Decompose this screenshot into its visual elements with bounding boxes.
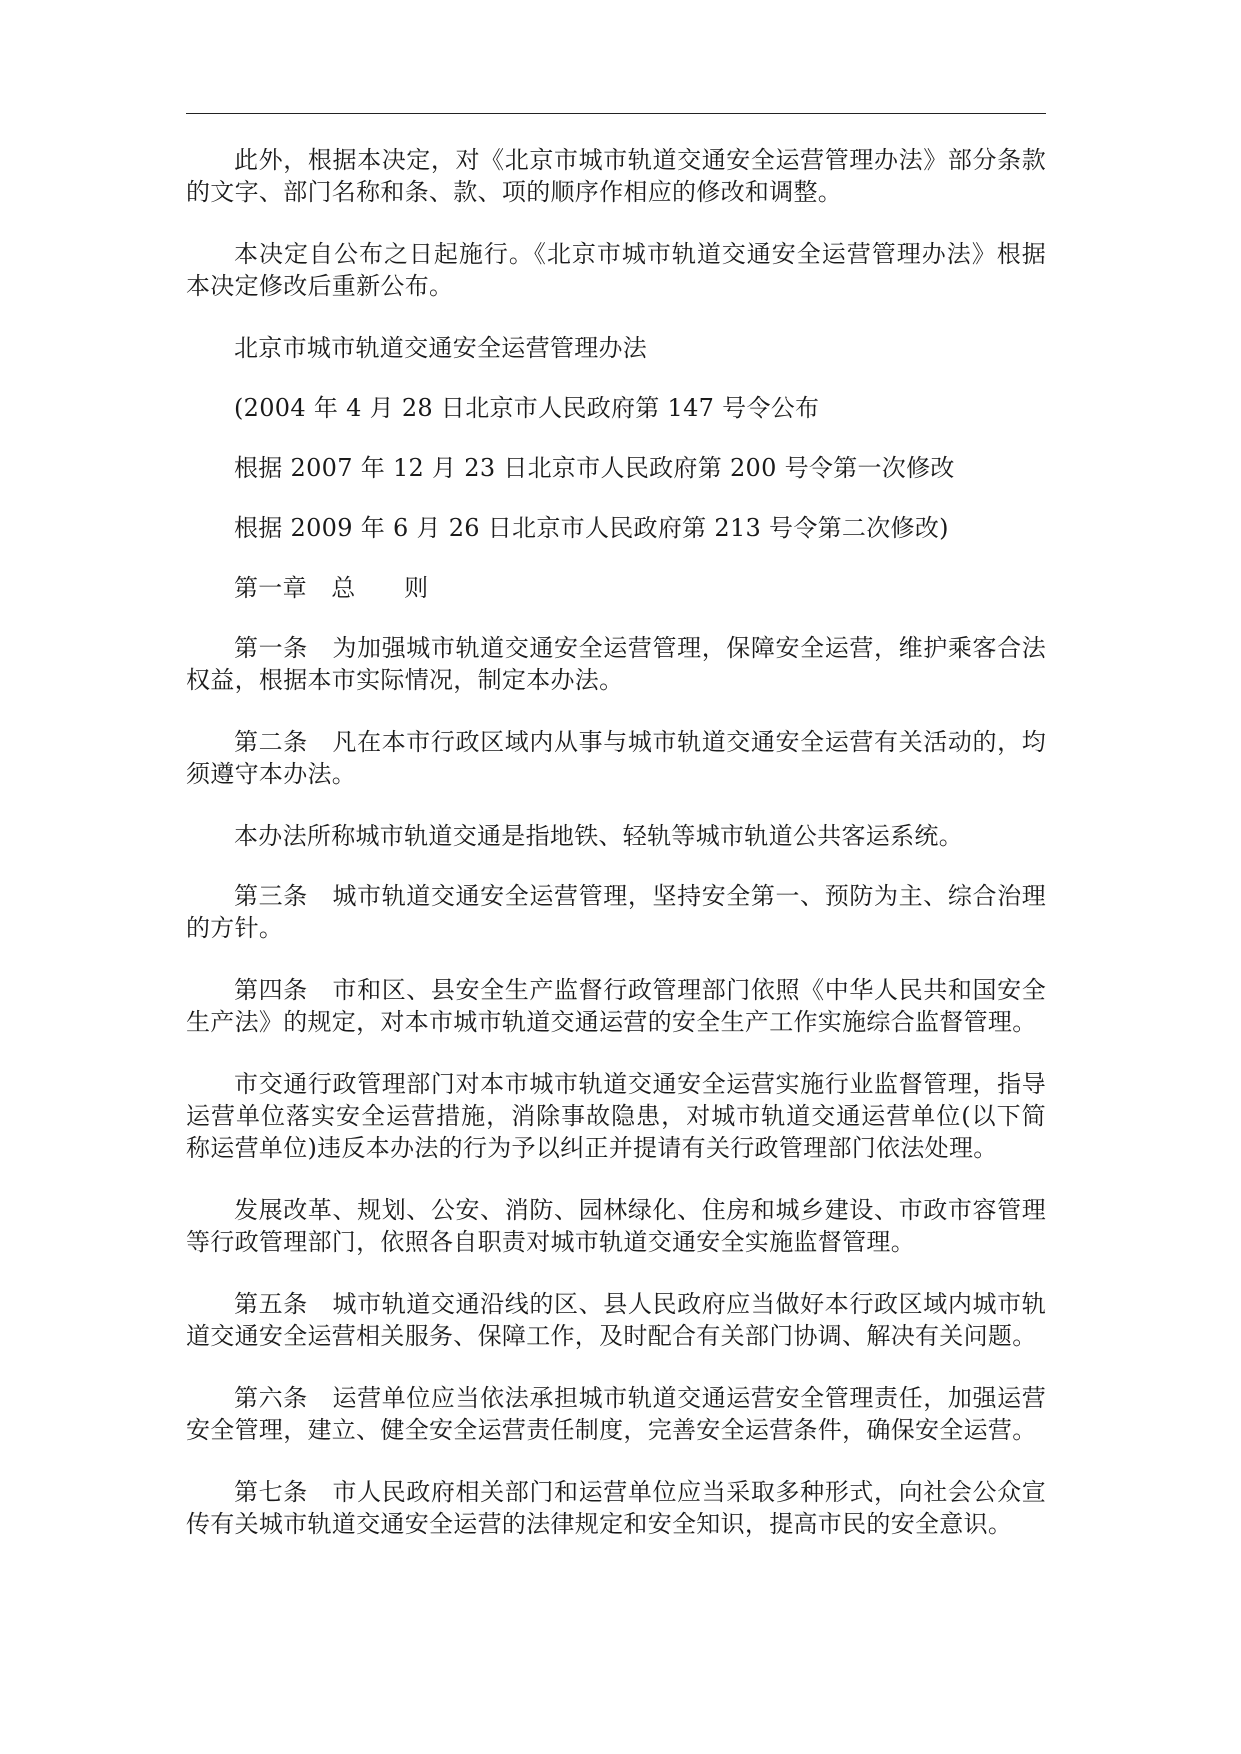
article-7: 第七条 市人民政府相关部门和运营单位应当采取多种形式，向社会公众宣传有关城市轨道交通安全运营的法律规定和安全知识，提高市民的安全意识。 — [186, 1478, 1046, 1538]
paragraph-effective-date: 本决定自公布之日起施行。《北京市城市轨道交通安全运营管理办法》根据本决定修改后重新公布。 — [186, 240, 1046, 300]
second-amendment-note: 根据 2009 年 6 月 26 日北京市人民政府第 213 号令第二次修改) — [234, 514, 949, 542]
chapter-heading: 第一章 总 则 — [234, 574, 429, 602]
article-2-definition: 本办法所称城市轨道交通是指地铁、轻轨等城市轨道公共客运系统。 — [234, 822, 963, 850]
paragraph-supplement: 此外，根据本决定，对《北京市城市轨道交通安全运营管理办法》部分条款的文字、部门名称和条、款、项的顺序作相应的修改和调整。 — [186, 146, 1046, 206]
article-4: 第四条 市和区、县安全生产监督行政管理部门依照《中华人民共和国安全生产法》的规定，对本市城市轨道交通运营的安全生产工作实施综合监督管理。 — [186, 976, 1046, 1036]
article-6: 第六条 运营单位应当依法承担城市轨道交通运营安全管理责任，加强运营安全管理，建立、健全安全运营责任制度，完善安全运营条件，确保安全运营。 — [186, 1384, 1046, 1444]
article-2: 第二条 凡在本市行政区域内从事与城市轨道交通安全运营有关活动的，均须遵守本办法。 — [186, 728, 1046, 788]
article-5: 第五条 城市轨道交通沿线的区、县人民政府应当做好本行政区域内城市轨道交通安全运营相关服务、保障工作，及时配合有关部门协调、解决有关问题。 — [186, 1290, 1046, 1350]
first-amendment-note: 根据 2007 年 12 月 23 日北京市人民政府第 200 号令第一次修改 — [234, 454, 955, 482]
document-title: 北京市城市轨道交通安全运营管理办法 — [234, 334, 648, 362]
promulgation-note: (2004 年 4 月 28 日北京市人民政府第 147 号令公布 — [234, 394, 820, 422]
header-rule — [186, 113, 1046, 114]
article-4-transport-dept: 市交通行政管理部门对本市城市轨道交通安全运营实施行业监督管理，指导运营单位落实安全运营措施，消除事故隐患，对城市轨道交通运营单位(以下简称运营单位)违反本办法的行为予以纠正并提请有关行政管理部门依法处理。 — [186, 1070, 1046, 1162]
document-body — [186, 144, 1046, 1570]
article-1: 第一条 为加强城市轨道交通安全运营管理，保障安全运营，维护乘客合法权益，根据本市实际情况，制定本办法。 — [186, 634, 1046, 694]
article-3: 第三条 城市轨道交通安全运营管理，坚持安全第一、预防为主、综合治理的方针。 — [186, 882, 1046, 942]
article-4-other-depts: 发展改革、规划、公安、消防、园林绿化、住房和城乡建设、市政市容管理等行政管理部门，依照各自职责对城市轨道交通安全实施监督管理。 — [186, 1196, 1046, 1256]
